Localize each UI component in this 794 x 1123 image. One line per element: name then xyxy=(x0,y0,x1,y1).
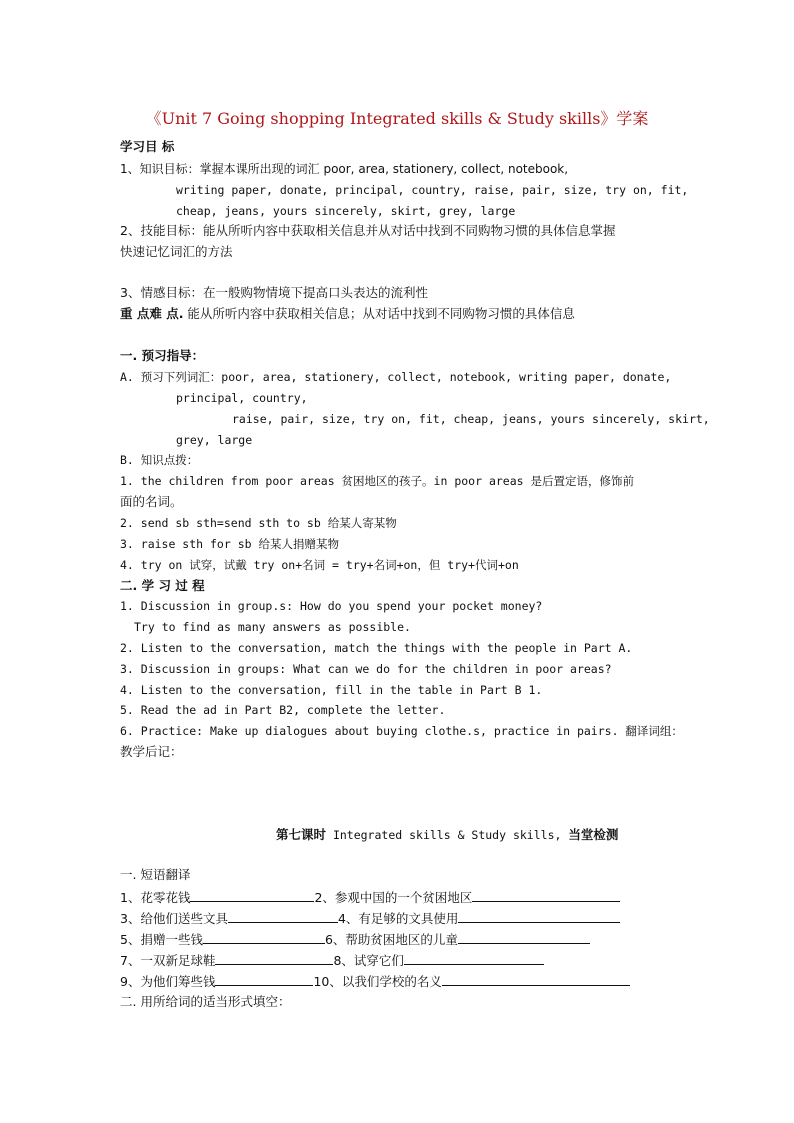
preview-vocab-cont3: grey, large xyxy=(176,433,253,447)
knowledge-point-3: 3. raise sth for sb 给某人捐赠某物 xyxy=(120,537,339,551)
exercise-4-blank[interactable] xyxy=(458,909,620,923)
exercise-8-prompt: 8、试穿它们 xyxy=(333,953,404,968)
exercise-7-prompt: 7、一双新足球鞋 xyxy=(120,953,216,968)
exercise-5-prompt: 5、捐赠一些钱 xyxy=(120,932,203,947)
exercise-row-2 xyxy=(120,909,620,928)
section-fill-in: 二. 用所给词的适当形式填空： xyxy=(120,994,291,1009)
exercise-row-4 xyxy=(120,951,544,970)
exercise-6-blank[interactable] xyxy=(458,930,590,944)
process-step-2: 2. Listen to the conversation, match the things with the people in Part A. xyxy=(120,641,633,655)
exercise-2-blank[interactable] xyxy=(472,888,620,902)
exercise-3-prompt: 3、给他们送些文具 xyxy=(120,911,228,926)
section-phrase-translation: 一. 短语翻译 xyxy=(120,867,191,882)
process-step-5: 5. Read the ad in Part B2, complete the letter. xyxy=(120,703,446,717)
exercise-1-blank[interactable] xyxy=(190,888,314,902)
goal-emotion: 3、情感目标：在一般购物情境下提高口头表达的流利性 xyxy=(120,285,428,300)
preview-vocab: A. 预习下列词汇：poor, area, stationery, collect, notebook, writing paper, donate, xyxy=(120,370,672,384)
exercise-3-blank[interactable] xyxy=(228,909,338,923)
test-heading-lesson: 第七课时 xyxy=(276,827,327,842)
key-points-label: 重 点难 点. xyxy=(120,306,184,321)
preview-heading: 一. 预习指导： xyxy=(120,348,205,363)
knowledge-point-1: 1. the children from poor areas 贫困地区的孩子。in poor areas 是后置定语，修饰前 xyxy=(120,474,634,488)
process-step-4: 4. Listen to the conversation, fill in the table in Part B 1. xyxy=(120,683,543,697)
exercise-6-prompt: 6、帮助贫困地区的儿童 xyxy=(324,932,458,947)
exercise-9-blank[interactable] xyxy=(215,972,313,986)
exercise-10-prompt: 10、以我们学校的名义 xyxy=(313,974,442,989)
goal-skill: 2、技能目标：能从所听内容中获取相关信息并从对话中找到不同购物习惯的具体信息掌握 xyxy=(120,223,616,238)
preview-vocab-cont1: principal, country, xyxy=(176,391,308,405)
exercise-row-5 xyxy=(120,972,630,991)
test-heading-topic: Integrated skills & Study skills, xyxy=(326,828,569,842)
process-heading: 二. 学 习 过 程 xyxy=(120,578,205,593)
exercise-7-blank[interactable] xyxy=(215,951,333,965)
process-step-1: 1. Discussion in group.s: How do you spend your pocket money? xyxy=(120,599,543,613)
key-points xyxy=(120,305,680,323)
process-step-6: 6. Practice: Make up dialogues about buying clothe.s, practice in pairs. 翻译词组： xyxy=(120,724,683,738)
goal-knowledge-cont1: writing paper, donate, principal, country, raise, pair, size, try on, fit, xyxy=(176,183,689,197)
page-title: 《Unit 7 Going shopping Integrated skills & Study skills》学案 xyxy=(145,109,649,128)
exercise-8-blank[interactable] xyxy=(404,951,544,965)
exercise-10-blank[interactable] xyxy=(442,972,630,986)
exercise-5-blank[interactable] xyxy=(203,930,325,944)
knowledge-point-1-cont: 面的名词。 xyxy=(120,494,183,509)
goal-skill-cont: 快速记忆词汇的方法 xyxy=(120,244,233,259)
exercise-4-prompt: 4、有足够的文具使用 xyxy=(337,911,459,926)
process-step-3: 3. Discussion in groups: What can we do for the children in poor areas? xyxy=(120,662,612,676)
exercise-row-3 xyxy=(120,930,590,949)
key-points-text: 能从所听内容中获取相关信息；从对话中找到不同购物习惯的具体信息 xyxy=(183,306,575,321)
preview-vocab-cont2: raise, pair, size, try on, fit, cheap, jeans, yours sincerely, skirt, xyxy=(232,412,710,426)
knowledge-point-4: 4. try on 试穿，试戴 try on+名词 = try+名词+on，但 try+代词+on xyxy=(120,558,519,572)
goal-knowledge-cont2: cheap, jeans, yours sincerely, skirt, grey, large xyxy=(176,204,516,218)
teaching-notes: 教学后记： xyxy=(120,744,183,759)
knowledge-points-heading: B. 知识点拨： xyxy=(120,453,199,467)
test-heading xyxy=(276,826,696,844)
exercise-2-prompt: 2、参观中国的一个贫困地区 xyxy=(314,890,473,905)
exercise-9-prompt: 9、为他们筹些钱 xyxy=(120,974,216,989)
knowledge-point-2: 2. send sb sth=send sth to sb 给某人寄某物 xyxy=(120,516,397,530)
goals-heading: 学习目 标 xyxy=(120,139,175,154)
goal-knowledge: 1、知识目标：掌握本课所出现的词汇 poor, area, stationery, collect, notebook, xyxy=(120,162,569,176)
process-step-1-cont: Try to find as many answers as possible. xyxy=(134,620,411,634)
exercise-row-1 xyxy=(120,888,620,907)
exercise-1-prompt: 1、花零花钱 xyxy=(120,890,191,905)
test-heading-label: 当堂检测 xyxy=(568,827,619,842)
